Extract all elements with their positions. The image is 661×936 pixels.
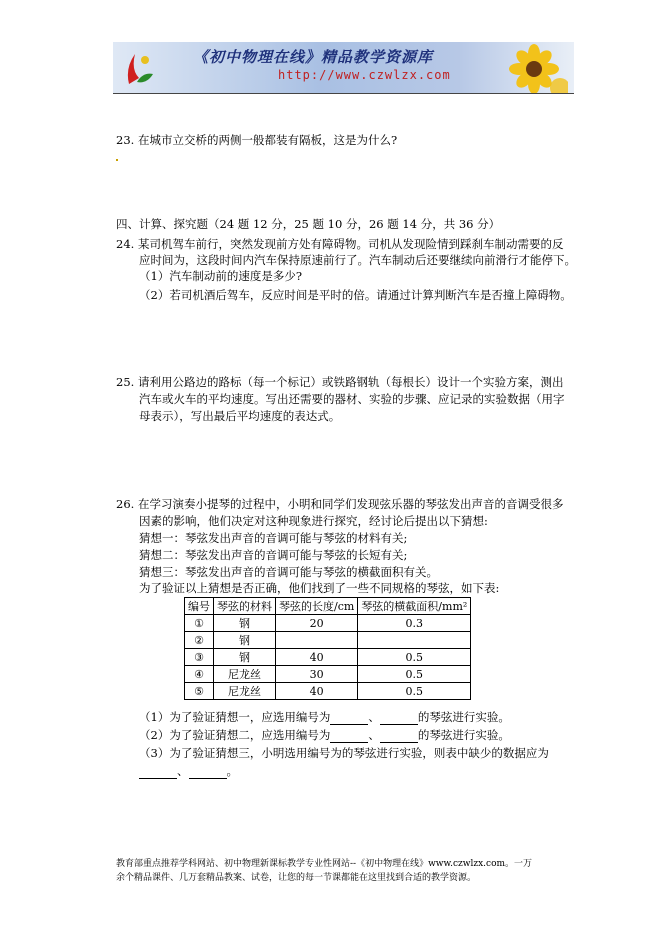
table-header: 琴弦的横截面积/mm² <box>358 598 471 615</box>
question-25-line1: 25. 请利用公路边的路标（每一个标记）或铁路钢轨（每根长）设计一个实验方案，测出 <box>116 375 564 389</box>
table-row <box>185 666 471 683</box>
sub-question-3-tail: 。 <box>226 764 238 778</box>
table-header: 编号 <box>185 598 214 615</box>
question-26-line1: 26. 在学习演奏小提琴的过程中，小明和同学们发现弦乐器的琴弦发出声音的音调受很多 <box>116 497 564 511</box>
sub-question-2-tail: 的琴弦进行实验。 <box>417 728 510 742</box>
question-24-line2: 应时间为，这段时间内汽车保持原速前行了。汽车制动后还要继续向前滑行才能停下。 <box>139 253 576 267</box>
answer-blank[interactable] <box>139 766 177 779</box>
banner-title: 《初中物理在线》精品教学资源库 <box>193 48 434 66</box>
table-header-row <box>185 598 471 615</box>
banner-url[interactable]: http://www.czwlzx.com <box>278 68 451 82</box>
sub-question-3: （3）为了验证猜想三，小明选用编号为的琴弦进行实验，则表中缺少的数据应为 <box>139 746 549 760</box>
sub-question-2 <box>139 727 510 743</box>
table-cell: 钢 <box>214 615 276 632</box>
table-row <box>185 632 471 649</box>
table-cell: 0.5 <box>358 683 471 700</box>
answer-blank[interactable] <box>330 730 368 743</box>
sub-question-2-text: （2）为了验证猜想二，应选用编号为 <box>139 728 331 742</box>
header-banner <box>113 42 574 94</box>
table-cell: 尼龙丝 <box>214 666 276 683</box>
question-26-line2: 因素的影响，他们决定对这种现象进行探究，经讨论后提出以下猜想: <box>139 514 488 528</box>
sub-question-1-tail: 的琴弦进行实验。 <box>417 710 510 724</box>
question-25-line2: 汽车或火车的平均速度。写出还需要的器材、实验的步骤、应记录的实验数据（用字 <box>139 392 565 406</box>
guess-1: 猜想一：琴弦发出声音的音调可能与琴弦的材料有关; <box>139 531 408 545</box>
section-4-title: 四、计算、探究题（24 题 12 分，25 题 10 分，26 题 14 分，共 36 分） <box>116 217 501 231</box>
table-row <box>185 649 471 666</box>
footer-line1: 教育部重点推荐学科网站、初中物理新课标教学专业性网站--《初中物理在线》www.czwlzx.com。一万 <box>116 859 533 869</box>
table-intro: 为了验证以上猜想是否正确，他们找到了一些不同规格的琴弦，如下表: <box>139 581 500 595</box>
table-cell: ① <box>185 615 214 632</box>
separator: 、 <box>368 710 380 724</box>
table-cell: 0.5 <box>358 649 471 666</box>
table-cell: ③ <box>185 649 214 666</box>
site-logo-icon <box>121 48 157 88</box>
table-header: 琴弦的材料 <box>214 598 276 615</box>
table-cell: 钢 <box>214 649 276 666</box>
guess-3: 猜想三：琴弦发出声音的音调可能与琴弦的横截面积有关。 <box>139 565 438 579</box>
table-cell: 0.3 <box>358 615 471 632</box>
answer-blank[interactable] <box>380 730 418 743</box>
guess-2: 猜想二：琴弦发出声音的音调可能与琴弦的长短有关; <box>139 548 408 562</box>
table-cell: 20 <box>276 615 358 632</box>
answer-blank[interactable] <box>189 766 227 779</box>
table-cell <box>276 632 358 649</box>
question-25-line3: 母表示），写出最后平均速度的表达式。 <box>139 409 341 423</box>
table-header: 琴弦的长度/cm <box>276 598 358 615</box>
table-cell <box>358 632 471 649</box>
table-cell: 钢 <box>214 632 276 649</box>
table-cell: 40 <box>276 683 358 700</box>
table-row <box>185 683 471 700</box>
answer-blank[interactable] <box>330 712 368 725</box>
table-cell: ④ <box>185 666 214 683</box>
sub-question-1-text: （1）为了验证猜想一，应选用编号为 <box>139 710 331 724</box>
table-cell: 30 <box>276 666 358 683</box>
table-cell: ⑤ <box>185 683 214 700</box>
table-row <box>185 615 471 632</box>
header-divider <box>113 93 574 94</box>
sub-question-3-blanks <box>139 763 238 779</box>
question-24-sub2: （2）若司机酒后驾车，反应时间是平时的倍。请通过计算判断汽车是否撞上障碍物。 <box>139 288 572 302</box>
question-24-line1: 24. 某司机驾车前行，突然发现前方处有障碍物。司机从发现险情到踩刹车制动需要的反 <box>116 237 564 251</box>
footer-line2: 余个精品课件、几万套精品教案、试卷，让您的每一节课都能在这里找到合适的教学资源。 <box>116 873 477 883</box>
string-spec-table <box>184 597 471 700</box>
stray-dot <box>116 159 118 161</box>
sunflower-icon <box>488 44 568 94</box>
table-cell: 0.5 <box>358 666 471 683</box>
separator: 、 <box>368 728 380 742</box>
table-cell: 40 <box>276 649 358 666</box>
separator: 、 <box>177 764 189 778</box>
table-cell: 尼龙丝 <box>214 683 276 700</box>
answer-blank[interactable] <box>380 712 418 725</box>
table-cell: ② <box>185 632 214 649</box>
sub-question-1 <box>139 709 510 725</box>
question-23: 23. 在城市立交桥的两侧一般都装有隔板，这是为什么? <box>116 133 398 147</box>
question-24-sub1: （1）汽车制动前的速度是多少? <box>139 269 302 283</box>
